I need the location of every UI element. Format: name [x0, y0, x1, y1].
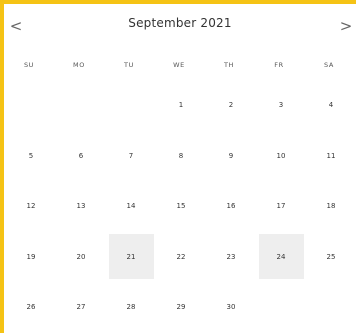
day-cell[interactable] — [156, 131, 206, 182]
day-number: 15 — [176, 202, 186, 211]
day-cell[interactable] — [206, 282, 256, 333]
day-cell[interactable] — [56, 181, 106, 232]
day-cell[interactable] — [306, 232, 356, 283]
day-cell[interactable] — [6, 131, 56, 182]
day-cell[interactable] — [156, 282, 206, 333]
day-cell[interactable] — [256, 181, 306, 232]
day-cell[interactable] — [206, 232, 256, 283]
day-number: 16 — [226, 202, 236, 211]
weekday-label: FR — [274, 61, 284, 69]
day-number: 14 — [126, 202, 136, 211]
day-number — [59, 83, 104, 128]
day-cell[interactable] — [256, 80, 306, 131]
day-number: 27 — [76, 303, 86, 312]
weekday-label: MO — [73, 61, 85, 69]
day-cell[interactable] — [306, 131, 356, 182]
day-number: 5 — [28, 151, 34, 160]
day-number: 7 — [128, 151, 134, 160]
month-title: September 2021 — [128, 16, 232, 30]
day-number: 21 — [109, 234, 154, 279]
day-cell[interactable] — [306, 181, 356, 232]
empty-day-cell — [56, 80, 106, 131]
day-cell[interactable] — [106, 131, 156, 182]
weekday-label: SU — [23, 61, 35, 69]
day-number: 28 — [126, 303, 136, 312]
day-cell[interactable] — [56, 282, 106, 333]
day-number: 13 — [76, 202, 86, 211]
day-cell[interactable] — [256, 131, 306, 182]
day-number: 6 — [78, 151, 84, 160]
day-cell[interactable] — [206, 131, 256, 182]
day-number: 1 — [178, 101, 184, 110]
chevron-right-icon[interactable]: > — [339, 17, 353, 35]
empty-day-cell — [306, 282, 356, 333]
day-cell[interactable] — [56, 232, 106, 283]
day-cell[interactable] — [156, 181, 206, 232]
day-number: 9 — [228, 151, 234, 160]
day-cell[interactable] — [256, 232, 306, 283]
day-number: 12 — [26, 202, 36, 211]
day-number — [9, 83, 54, 128]
day-number — [109, 83, 154, 128]
day-number: 29 — [176, 303, 186, 312]
day-number: 26 — [26, 303, 36, 312]
day-number: 20 — [76, 252, 86, 261]
weekday-label: WE — [173, 61, 185, 69]
day-number: 17 — [276, 202, 286, 211]
empty-day-cell — [256, 282, 306, 333]
day-cell[interactable] — [6, 181, 56, 232]
day-number: 2 — [228, 101, 234, 110]
day-number: 10 — [276, 151, 286, 160]
day-cell[interactable] — [306, 80, 356, 131]
day-number: 23 — [226, 252, 236, 261]
day-cell[interactable] — [156, 80, 206, 131]
day-cell[interactable] — [156, 232, 206, 283]
empty-day-cell — [106, 80, 156, 131]
day-number: 19 — [26, 252, 36, 261]
weekday-label: TU — [124, 61, 134, 69]
day-cell[interactable] — [106, 232, 156, 283]
days-grid — [6, 80, 356, 333]
day-number: 3 — [278, 101, 284, 110]
day-number — [259, 285, 304, 330]
day-number: 30 — [226, 303, 236, 312]
day-cell[interactable] — [106, 181, 156, 232]
day-number: 11 — [326, 151, 336, 160]
day-number — [309, 285, 354, 330]
weekday-header-row — [4, 55, 356, 75]
day-cell[interactable] — [106, 282, 156, 333]
day-cell[interactable] — [206, 80, 256, 131]
day-number: 25 — [326, 252, 336, 261]
day-number: 8 — [178, 151, 184, 160]
day-cell[interactable] — [6, 282, 56, 333]
day-number: 24 — [259, 234, 304, 279]
day-cell[interactable] — [6, 232, 56, 283]
weekday-label: TH — [223, 61, 235, 69]
weekday-label: SA — [324, 61, 334, 69]
chevron-left-icon[interactable]: < — [9, 17, 23, 35]
day-cell[interactable] — [206, 181, 256, 232]
day-number: 18 — [326, 202, 336, 211]
calendar-header — [4, 4, 356, 48]
day-cell[interactable] — [56, 131, 106, 182]
day-number: 22 — [176, 252, 186, 261]
day-number: 4 — [328, 101, 334, 110]
highlight-border-left — [0, 0, 4, 333]
empty-day-cell — [6, 80, 56, 131]
